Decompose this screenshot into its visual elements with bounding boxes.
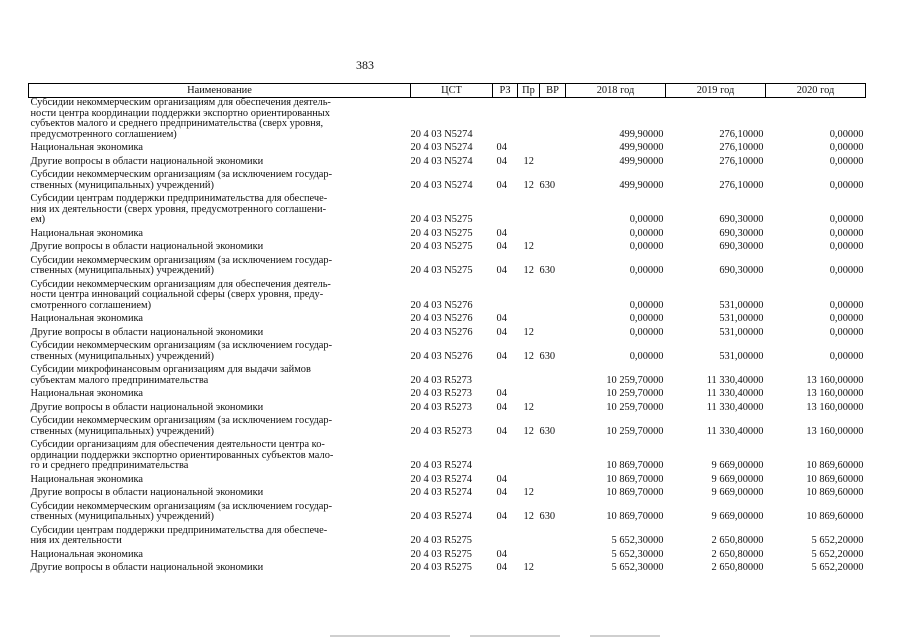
cell-pr <box>518 98 540 144</box>
cell-cst: 20 4 03 N5276 <box>410 326 473 338</box>
table-row <box>29 341 866 365</box>
cell-name: Субсидии некоммерческим организациям для обеспечения деятель- ности центра инноваций социальной сферы (сверх уровня, преду- смотренного соглашением) <box>30 278 331 311</box>
cell-vr <box>540 314 566 328</box>
cell-pr: 12 <box>523 265 534 276</box>
cell-y2018: 499,90000 <box>619 155 664 167</box>
cell-name: Субсидии некоммерческим организациям (за исключением государ- ственных (муниципальных) учреждений) <box>30 254 333 276</box>
table-row <box>29 403 866 417</box>
cell-y2019: 11 330,40000 <box>706 425 764 437</box>
cell-name: Субсидии микрофинансовым организациям для выдачи займов субъектам малого предпринимательства <box>30 364 311 386</box>
table-row <box>29 488 866 502</box>
cell-cst: 20 4 03 N5275 <box>410 227 473 239</box>
cell-cst: 20 4 03 N5275 <box>410 241 473 252</box>
cell-cst: 20 4 03 N5275 <box>410 214 473 225</box>
column-header-vr: ВР <box>540 84 566 98</box>
cell-y2019: 2 650,80000 <box>711 548 764 560</box>
cell-pr: 12 <box>523 155 534 167</box>
cell-y2020: 0,00000 <box>829 214 864 225</box>
cell-vr: 630 <box>539 179 556 191</box>
cell-rz: 04 <box>496 548 507 560</box>
cell-y2019: 276,10000 <box>719 179 764 191</box>
cell-y2018: 10 869,70000 <box>606 487 664 498</box>
cell-y2018: 0,00000 <box>629 299 664 311</box>
cell-y2020: 10 869,60000 <box>806 460 864 471</box>
cell-y2020: 0,00000 <box>829 142 864 153</box>
table-row <box>29 502 866 526</box>
cell-y2019: 9 669,00000 <box>711 473 764 485</box>
cell-name: Субсидии центрам поддержки предпринимательства для обеспече- ния их деятельности (сверх уровня, предусмотренного соглашени- ем) <box>30 193 328 225</box>
cell-vr: 630 <box>539 511 556 522</box>
cell-rz <box>493 194 518 229</box>
cell-y2018: 499,90000 <box>619 128 664 140</box>
column-header-cst: ЦСТ <box>411 84 493 98</box>
cell-y2018: 0,00000 <box>629 241 664 252</box>
cell-rz: 04 <box>496 326 507 338</box>
cell-cst: 20 4 03 N5274 <box>410 155 473 167</box>
cell-rz: 04 <box>496 241 507 252</box>
cell-y2020: 0,00000 <box>829 265 864 276</box>
column-header-pr: Пр <box>518 84 540 98</box>
cell-y2018: 10 259,70000 <box>606 388 664 399</box>
cell-cst: 20 4 03 N5276 <box>410 350 473 362</box>
cell-cst: 20 4 03 R5274 <box>410 511 472 522</box>
cell-rz <box>493 365 518 389</box>
cell-pr: 12 <box>523 511 534 522</box>
cell-y2018: 499,90000 <box>619 179 664 191</box>
cell-name: Национальная экономика <box>30 142 144 153</box>
cell-pr <box>518 314 540 328</box>
cell-vr <box>540 143 566 157</box>
cell-y2018: 0,00000 <box>629 326 664 338</box>
cell-vr: 630 <box>539 425 556 437</box>
table-row <box>29 194 866 229</box>
cell-y2018: 0,00000 <box>629 313 664 324</box>
column-header-2020: 2020 год <box>766 84 866 98</box>
cell-cst: 20 4 03 R5273 <box>410 374 472 386</box>
table-row <box>29 98 866 144</box>
cell-y2018: 10 259,70000 <box>606 401 664 413</box>
cell-name: Субсидии некоммерческим организациям для обеспечения деятель- ности центра координации поддержки экспортно ориентированных субъектов малого и среднего предпринимательства (сверх уровня, предусмотренного соглашением) <box>30 97 331 140</box>
cell-rz: 04 <box>496 142 507 153</box>
cell-pr: 12 <box>523 179 534 191</box>
cell-cst: 20 4 03 N5274 <box>410 142 473 153</box>
cell-y2020: 10 869,60000 <box>806 473 864 485</box>
scan-artifact <box>590 635 660 637</box>
cell-rz: 04 <box>496 179 507 191</box>
cell-y2020: 13 160,00000 <box>806 401 864 413</box>
cell-cst: 20 4 03 N5276 <box>410 299 473 311</box>
cell-name: Другие вопросы в области национальной экономики <box>30 401 264 413</box>
cell-y2019: 9 669,00000 <box>711 487 764 498</box>
cell-name: Национальная экономика <box>30 227 144 239</box>
table-body <box>29 98 866 577</box>
cell-y2018: 0,00000 <box>629 265 664 276</box>
table-row <box>29 170 866 194</box>
cell-y2019: 690,30000 <box>719 214 764 225</box>
table-row <box>29 157 866 171</box>
cell-pr: 12 <box>523 401 534 413</box>
cell-y2020: 5 652,20000 <box>811 548 864 560</box>
page-number: 383 <box>356 58 374 72</box>
table-row <box>29 328 866 342</box>
table-row <box>29 475 866 489</box>
column-header-2018: 2018 год <box>566 84 666 98</box>
cell-name: Другие вопросы в области национальной экономики <box>30 562 264 573</box>
table-row <box>29 143 866 157</box>
table-row <box>29 389 866 403</box>
cell-rz: 04 <box>496 473 507 485</box>
cell-rz <box>493 98 518 144</box>
cell-y2018: 0,00000 <box>629 214 664 225</box>
cell-name: Субсидии некоммерческим организациям (за исключением государ- ственных (муниципальных) учреждений) <box>30 340 333 362</box>
cell-pr <box>518 389 540 403</box>
table-row <box>29 314 866 328</box>
cell-vr <box>540 563 566 577</box>
cell-cst: 20 4 03 R5274 <box>410 487 472 498</box>
cell-y2019: 11 330,40000 <box>706 374 764 386</box>
cell-cst: 20 4 03 R5273 <box>410 401 472 413</box>
cell-y2019: 531,00000 <box>719 313 764 324</box>
cell-rz: 04 <box>496 487 507 498</box>
cell-cst: 20 4 03 N5276 <box>410 313 473 324</box>
cell-y2019: 9 669,00000 <box>711 460 764 471</box>
cell-vr: 630 <box>539 265 556 276</box>
cell-y2018: 499,90000 <box>619 142 664 153</box>
cell-y2020: 0,00000 <box>829 313 864 324</box>
cell-pr <box>518 440 540 475</box>
cell-rz: 04 <box>496 388 507 399</box>
cell-y2020: 0,00000 <box>829 155 864 167</box>
cell-cst: 20 4 03 R5274 <box>410 473 472 485</box>
cell-pr: 12 <box>523 350 534 362</box>
cell-name: Другие вопросы в области национальной экономики <box>30 487 264 498</box>
cell-y2018: 10 869,70000 <box>606 473 664 485</box>
cell-rz: 04 <box>496 425 507 437</box>
cell-vr <box>540 389 566 403</box>
table-row <box>29 229 866 243</box>
cell-y2020: 0,00000 <box>829 227 864 239</box>
cell-name: Другие вопросы в области национальной экономики <box>30 326 264 338</box>
budget-table <box>28 83 866 577</box>
cell-rz: 04 <box>496 155 507 167</box>
cell-name: Национальная экономика <box>30 548 144 560</box>
cell-vr <box>540 98 566 144</box>
cell-rz: 04 <box>496 313 507 324</box>
cell-pr: 12 <box>523 241 534 252</box>
cell-y2019: 2 650,80000 <box>711 562 764 573</box>
column-header-rz: РЗ <box>493 84 518 98</box>
cell-cst: 20 4 03 R5273 <box>410 388 472 399</box>
cell-cst: 20 4 03 N5274 <box>410 128 473 140</box>
cell-y2019: 2 650,80000 <box>711 535 764 546</box>
cell-pr: 12 <box>523 425 534 437</box>
cell-name: Национальная экономика <box>30 313 144 324</box>
cell-rz <box>493 526 518 550</box>
table-row <box>29 256 866 280</box>
cell-y2018: 10 259,70000 <box>606 374 664 386</box>
scan-artifact <box>470 635 560 637</box>
cell-y2020: 0,00000 <box>829 350 864 362</box>
cell-y2019: 276,10000 <box>719 155 764 167</box>
cell-y2020: 0,00000 <box>829 128 864 140</box>
cell-rz <box>493 440 518 475</box>
cell-y2019: 690,30000 <box>719 265 764 276</box>
cell-y2020: 0,00000 <box>829 299 864 311</box>
cell-y2018: 5 652,30000 <box>611 548 664 560</box>
cell-cst: 20 4 03 R5273 <box>410 425 472 437</box>
cell-y2020: 13 160,00000 <box>806 425 864 437</box>
cell-name: Национальная экономика <box>30 388 144 399</box>
cell-pr <box>518 475 540 489</box>
cell-vr: 630 <box>539 350 556 362</box>
cell-pr <box>518 229 540 243</box>
cell-y2018: 10 869,70000 <box>606 511 664 522</box>
cell-name: Другие вопросы в области национальной экономики <box>30 155 264 167</box>
cell-y2018: 10 259,70000 <box>606 425 664 437</box>
cell-name: Национальная экономика <box>30 473 144 485</box>
cell-y2020: 0,00000 <box>829 241 864 252</box>
cell-y2020: 0,00000 <box>829 179 864 191</box>
column-header-2019: 2019 год <box>666 84 766 98</box>
cell-y2019: 531,00000 <box>719 299 764 311</box>
cell-y2020: 10 869,60000 <box>806 511 864 522</box>
cell-y2019: 11 330,40000 <box>706 401 764 413</box>
cell-vr <box>540 403 566 417</box>
cell-pr <box>518 550 540 564</box>
cell-name: Субсидии некоммерческим организациям (за исключением государ- ственных (муниципальных) учреждений) <box>30 500 333 522</box>
cell-y2020: 13 160,00000 <box>806 388 864 399</box>
cell-rz <box>493 280 518 315</box>
cell-rz: 04 <box>496 401 507 413</box>
cell-y2018: 0,00000 <box>629 227 664 239</box>
cell-rz: 04 <box>496 265 507 276</box>
table-row <box>29 440 866 475</box>
column-header-name: Наименование <box>29 84 411 98</box>
table-row <box>29 563 866 577</box>
cell-y2020: 5 652,20000 <box>811 535 864 546</box>
cell-cst: 20 4 03 N5274 <box>410 179 473 191</box>
cell-y2018: 10 869,70000 <box>606 460 664 471</box>
cell-y2018: 0,00000 <box>629 350 664 362</box>
cell-cst: 20 4 03 R5274 <box>410 460 472 471</box>
cell-y2019: 9 669,00000 <box>711 511 764 522</box>
cell-vr <box>540 550 566 564</box>
cell-y2019: 276,10000 <box>719 142 764 153</box>
cell-y2019: 531,00000 <box>719 326 764 338</box>
cell-y2019: 690,30000 <box>719 227 764 239</box>
cell-vr <box>540 328 566 342</box>
cell-vr <box>540 488 566 502</box>
table-row <box>29 242 866 256</box>
cell-pr: 12 <box>523 562 534 573</box>
cell-cst: 20 4 03 R5275 <box>410 535 472 546</box>
table-header <box>29 84 866 98</box>
cell-cst: 20 4 03 R5275 <box>410 562 472 573</box>
table-row <box>29 526 866 550</box>
cell-y2020: 0,00000 <box>829 326 864 338</box>
cell-y2019: 11 330,40000 <box>706 388 764 399</box>
cell-pr <box>518 194 540 229</box>
cell-name: Субсидии некоммерческим организациям (за исключением государ- ственных (муниципальных) учреждений) <box>30 415 333 437</box>
cell-rz: 04 <box>496 511 507 522</box>
cell-vr <box>540 157 566 171</box>
cell-vr <box>540 475 566 489</box>
cell-pr <box>518 280 540 315</box>
cell-y2019: 531,00000 <box>719 350 764 362</box>
table-row <box>29 550 866 564</box>
cell-vr <box>540 365 566 389</box>
cell-y2019: 690,30000 <box>719 241 764 252</box>
cell-pr <box>518 365 540 389</box>
cell-pr: 12 <box>523 326 534 338</box>
cell-y2018: 5 652,30000 <box>611 562 664 573</box>
cell-pr <box>518 526 540 550</box>
cell-y2019: 276,10000 <box>719 128 764 140</box>
cell-vr <box>540 194 566 229</box>
table-row <box>29 416 866 440</box>
cell-vr <box>540 242 566 256</box>
cell-y2020: 13 160,00000 <box>806 374 864 386</box>
table-row <box>29 365 866 389</box>
cell-y2018: 5 652,30000 <box>611 535 664 546</box>
cell-pr: 12 <box>523 487 534 498</box>
cell-rz: 04 <box>496 350 507 362</box>
cell-pr <box>518 143 540 157</box>
cell-cst: 20 4 03 R5275 <box>410 548 472 560</box>
table-row <box>29 280 866 315</box>
cell-cst: 20 4 03 N5275 <box>410 265 473 276</box>
cell-name: Субсидии организациям для обеспечения деятельности центра ко- ординации поддержки экспортно ориентированных субъектов мало- го и среднего предпринимательства <box>30 439 334 471</box>
cell-y2020: 5 652,20000 <box>811 562 864 573</box>
cell-rz: 04 <box>496 562 507 573</box>
cell-name: Субсидии центрам поддержки предпринимательства для обеспече- ния их деятельности <box>30 524 328 546</box>
cell-vr <box>540 440 566 475</box>
cell-vr <box>540 526 566 550</box>
cell-rz: 04 <box>496 227 507 239</box>
cell-vr <box>540 280 566 315</box>
cell-name: Другие вопросы в области национальной экономики <box>30 241 264 252</box>
cell-vr <box>540 229 566 243</box>
cell-y2020: 10 869,60000 <box>806 487 864 498</box>
scan-artifact <box>330 635 450 637</box>
cell-name: Субсидии некоммерческим организациям (за исключением государ- ственных (муниципальных) учреждений) <box>30 169 333 191</box>
